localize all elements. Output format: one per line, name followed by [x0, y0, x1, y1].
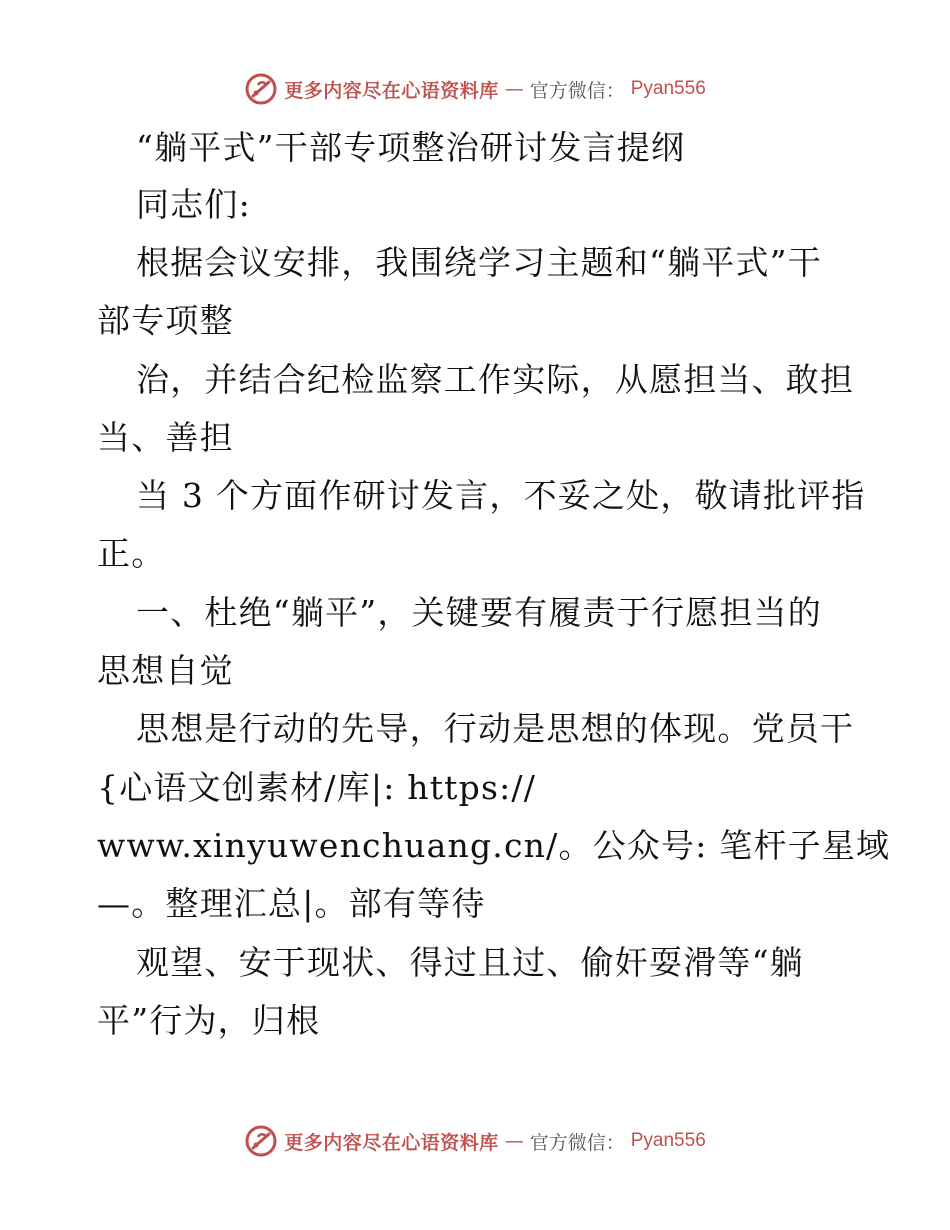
banner-wechat-label: 官方微信： — [529, 1131, 625, 1154]
banner-wechat-id: Pyan556 — [630, 78, 706, 99]
paragraph-line: 部专项整 — [97, 301, 234, 340]
paragraph-line: —。整理汇总|。部有等待 — [97, 884, 486, 923]
banner-wechat-label: 官方微信： — [529, 79, 625, 102]
document-title: “躺平式”干部专项整治研讨发言提纲 — [136, 128, 686, 167]
paragraph-line: 思想是行动的先导，行动是思想的体现。党员干 — [136, 709, 855, 748]
paragraph-line: 正。 — [97, 534, 166, 573]
banner-main-text: 更多内容尽在心语资料库 — [284, 1131, 499, 1154]
salutation: 同志们: — [136, 185, 251, 224]
seal-logo-icon — [244, 72, 278, 106]
banner-wechat-id: Pyan556 — [630, 1130, 706, 1151]
footer-banner — [0, 1124, 950, 1158]
paragraph-line: 平”行为，归根 — [97, 1001, 321, 1040]
paragraph-line: 观望、安于现状、得过且过、偷奸耍滑等“躺 — [136, 943, 804, 982]
paragraph-line: 当 3 个方面作研讨发言，不妥之处，敬请批评指 — [136, 476, 866, 515]
section-heading: 一、杜绝“躺平”，关键要有履责于行愿担当的 — [136, 593, 822, 632]
banner-separator: — — [504, 1130, 524, 1152]
watermark-line: www.xinyuwenchuang.cn/。公众号: 笔杆子星域 — [97, 826, 891, 865]
paragraph-line: 根据会议安排，我围绕学习主题和“躺平式”干 — [136, 243, 822, 282]
banner-main-text: 更多内容尽在心语资料库 — [284, 79, 499, 102]
watermark-line: {心语文创素材/库|: https:// — [97, 768, 537, 807]
paragraph-line: 治，并结合纪检监察工作实际，从愿担当、敢担 — [136, 360, 855, 399]
banner-separator: — — [504, 78, 524, 100]
seal-logo-icon — [244, 1124, 278, 1158]
header-banner — [0, 72, 950, 106]
section-heading: 思想自觉 — [97, 651, 234, 690]
paragraph-line: 当、善担 — [97, 418, 234, 457]
